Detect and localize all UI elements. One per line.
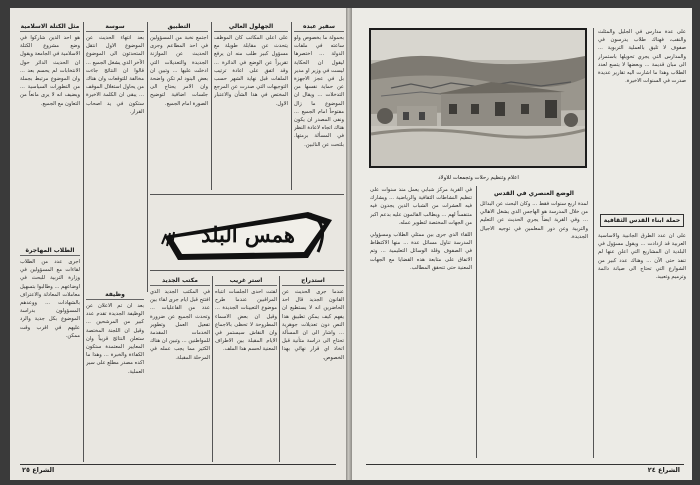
column-body: لفتت احدى الجلسات انتباه المراقبين عندما طرح موضوع التعيينات الجديدة ... وقيل ان بعض الاسماء المطروحة لا تحظى بالاجماع وان النقاش سيستمر في الايام المقبلة بين الاطراف المعنية لحسم هذا الملف. [215, 289, 277, 353]
footer-rule [20, 464, 336, 465]
column-rule [593, 28, 594, 458]
masthead-title: همس البلد [201, 222, 295, 247]
article-column [598, 28, 686, 204]
right-page [352, 8, 692, 480]
article-column [598, 232, 686, 454]
left-page [10, 8, 346, 480]
column-heading: التطبيق [150, 22, 208, 32]
column-body: هو احد الذين شاركوا في وضع مشروع الكتلة الاسلامية في الجامعة ويقول ان الحديث الدائر حول الانتخابات لم يحسم بعد ... وان الموضوع مرتبط بجملة من التطورات السياسية ... ويضيف انه لا يرى مانعاً من التعاون مع الجميع. [20, 35, 80, 107]
boxed-heading: حملة ابناء القدس الثقافية [600, 214, 684, 227]
article-column [20, 22, 80, 242]
column-heading: استر غريب [215, 276, 277, 286]
column-body: اللقاء الذي جرى بين ممثلي الطلاب ومسؤولي المدرسة تناول مسائل عدة ... منها الاكتظاظ في الصفوف وقلة الوسائل التعليمية ... وتم الاتفاق على متابعة هذه القضايا مع الجهات المعنية حتى تتحقق المطالب. [370, 232, 472, 271]
column-body: على ان عدد الطرق الجانبية والاساسية العربية قد ازدادت ... ويقول مسؤول في البلدية ان المشاريع التي اعلن عنها لم تنفذ حتى الآن ... وهناك عدد كبير من الشوارع التي تحتاج الى صيانة دائمة وترميم وتعبيد. [598, 233, 686, 281]
article-column [214, 22, 288, 172]
masthead-logo [158, 200, 334, 264]
column-body: في المكتب الجديد الذي افتتح قبل ايام جرى لقاء بين عدد من الفاعليات ... وتحدث الجميع عن ضرورة تفعيل العمل وتطوير الخدمات المقدمة للمواطنين ... وتبين ان هناك الكثير مما يجب عمله في المرحلة المقبلة. [150, 289, 210, 361]
article-column [294, 22, 344, 184]
page-number: الشراع ٢٥ [22, 466, 55, 474]
column-body: في القرية مركز شبابي يعمل منذ سنوات على تنظيم النشاطات الثقافية والرياضية ... ويشارك فيه العشرات من الشباب الذين يجدون فيه متنفساً لهم ... ويطالب القائمون عليه بدعم اكبر من الجهات المختصة لتطوير عمله. [370, 187, 472, 226]
column-heading: سفير عبده [294, 22, 344, 32]
column-body: اجرى عدد من الطلاب لقاءات مع المسؤولين في وزارة التربية للبحث في اوضاعهم ... وطالبوا بتسهيل معاملات المعادلة والاعتراف بالشهادات ... ووعدهم المسؤولون بدراسة الموضوع بكل جدية والرد عليهم في اقرب وقت ممكن. [20, 259, 80, 339]
article-column [480, 186, 588, 454]
article-column [150, 22, 208, 172]
column-body: بعد ان تم الاعلان عن الوظيفة الجديدة تقدم عدد كبير من المرشحين ... وقيل ان اللجنة المختصة ستعلن النتائج قريباً وان المعايير المعتمدة ستكون الكفاءة والخبرة ... وهذا ما اكده مصدر مطلع على سير العملية. [86, 303, 144, 375]
article-column [86, 290, 144, 456]
article-column [215, 276, 277, 456]
column-rule [212, 276, 213, 462]
article-column [282, 276, 344, 456]
column-heading: مثل الكتلة الاسلامية [20, 23, 80, 30]
column-body: على عدة مدارس في الجليل والمثلث والنقب، فهناك طلاب يدرسون في صفوف لا تليق بالعملية التربوية ... والمدارس التي يجري تحويلها باستمرار الى مبان قديمة ... وبعضها لا يتسع لعدد الطلاب وهذا ما اشارت اليه تقارير عديدة صدرت في السنوات الاخيرة. [598, 29, 686, 85]
column-rule [279, 276, 280, 462]
village-photo [369, 28, 587, 168]
column-rule [476, 186, 477, 458]
column-heading: وظيفة [86, 290, 144, 300]
column-heading: الوضع العنصري في القدس [494, 190, 574, 197]
column-body: على اعلى المكاتب كان الموظف يتحدث عن مقابلة طويلة مع مسؤول كبير طلب منه ان يرفع تقريراً عن الوضع في الدائرة ... وقد اتفق على اعادة ترتيب الملفات قبل نهاية الشهر حسب التوجيهات التي صدرت عن المرجع المختص في هذا الشأن والاعتبار الاول. [214, 35, 288, 107]
column-heading: الطلاب المهاجرة [20, 246, 80, 256]
footer-rule [366, 464, 684, 465]
column-body: اجتمع نخبة من المسؤولين في احد المطاعم وجرى الحديث عن الموازنة الجديدة والتعديلات التي ادخلت عليها ... وتبين ان بعض البنود لم تكن واضحة وان الامر يحتاج الى جلسات اضافية لتوضيح الصورة امام الجميع. [150, 35, 208, 107]
page-number: الشراع ٢٤ [647, 466, 680, 474]
column-rule [291, 22, 292, 190]
column-body: بعد انتهاء الحديث عن الموضوع الاول انتقل المتحدثون الى الموضوع الآخر الذي يشغل الجميع ... قالوا ان النتائج جاءت مخالفة للتوقعات وان هناك من يحاول استغلال الموقف ... يبقى ان الكلمة الاخيرة ستكون في يد اصحاب القرار. [86, 35, 144, 115]
column-heading: مكتب الجديد [150, 276, 210, 286]
section-rule [150, 194, 344, 195]
column-heading: الجهلول العالي [214, 22, 288, 32]
column-heading: سوسة [86, 22, 144, 32]
article-column [20, 246, 80, 456]
column-rule [83, 22, 84, 462]
column-body: بحمولة ما بخصوص ولو ساعته في ملفات الدولة ... اختصرها ليقول ان الحكاية ليست في وزير او مدير بل في عجز الاجهزة عن حماية نفسها من التدخلات ... ويقال ان الموضوع ما زال مفتوحاً امام الجميع ... ونفى المصدر ان يكون هناك اتجاه لاعادة النظر في المسألة برمتها. بلتحت عن النائبين. [294, 35, 344, 148]
column-rule [211, 22, 212, 190]
column-body: لمدة اربع سنوات فقط ... وكان البحث عن البدائل من خلال المدرسة هو الهاجس الذي يشغل الاهالي ... وفي القرية ايضاً يجري الحديث عن التعليم والتربية وعن دور المعلمين في توجيه الاجيال الجديدة. [480, 201, 588, 240]
article-column [150, 276, 210, 456]
village-photo-image [371, 30, 585, 166]
photo-caption: اعلام وتنظيم رحلات وتجمعات للاولاد [438, 175, 519, 181]
article-column [370, 186, 472, 454]
column-heading: استدراج [282, 276, 344, 286]
section-rule [150, 270, 344, 271]
article-column [86, 22, 144, 286]
column-rule [147, 22, 148, 292]
column-body: عندما جرى الحديث عن القانون الجديد قال احد الحاضرين انه لا يستطيع ان يفهم كيف يمكن تطبيق هذا النص دون تعديلات جوهرية ... واشار الى ان المسألة تحتاج الى دراسة متأنية قبل اتخاذ اي قرار نهائي بهذا الخصوص. [282, 289, 344, 361]
